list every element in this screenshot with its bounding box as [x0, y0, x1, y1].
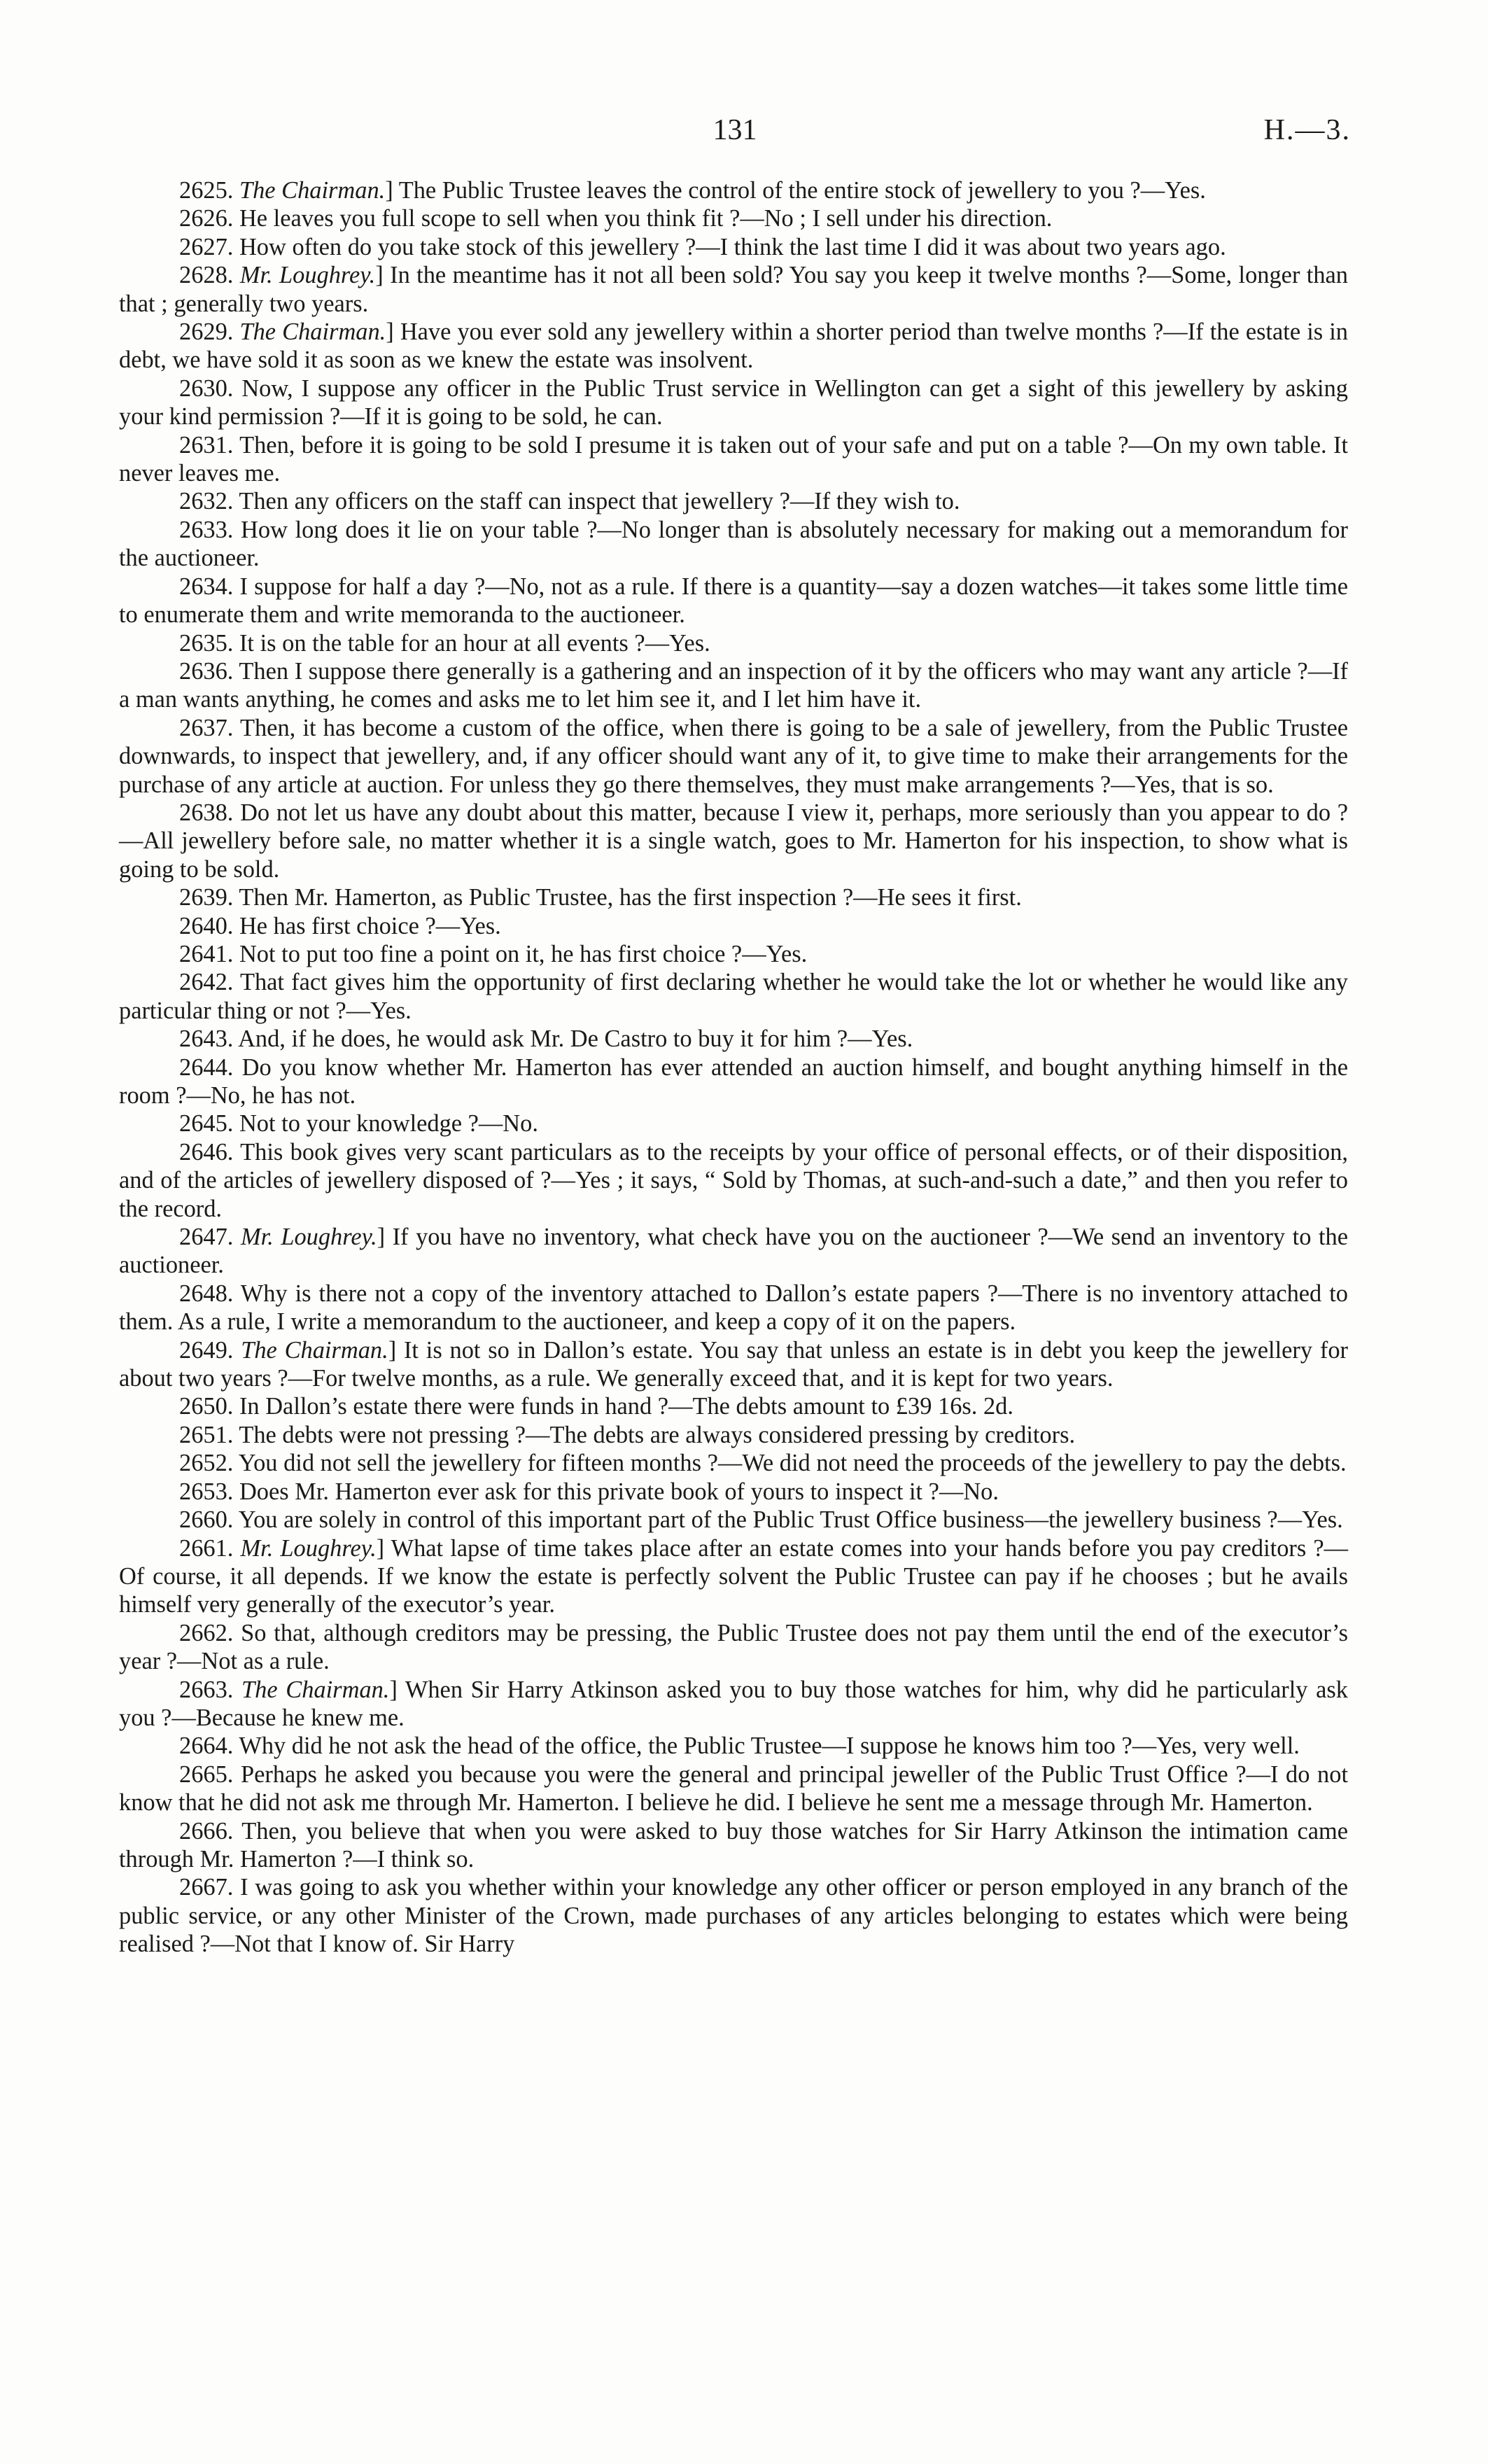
paragraph-2641: 2641. Not to put too fine a point on it, he has first choice ?—Yes.	[179, 940, 808, 967]
speaker-label: The Chairman.	[241, 1336, 388, 1364]
paragraph-2640: 2640. He has first choice ?—Yes.	[179, 912, 501, 939]
paragraph-2662: 2662. So that, although creditors may be pressing, the Public Trustee does not pay them until the end of the executor’s year ?—Not as a rule.	[119, 1619, 1348, 1675]
paragraph-2639: 2639. Then Mr. Hamerton, as Public Trustee, has the first inspection ?—He sees it first.	[179, 884, 1022, 911]
paragraph-2636: 2636. Then I suppose there generally is a gathering and an inspection of it by the officers who may want any article ?—If a man wants anything, he comes and asks me to let him see it, and I let him have it.	[119, 657, 1348, 713]
page-number: 131	[713, 114, 757, 146]
paragraph-2667: 2667. I was going to ask you whether within your knowledge any other officer or person employed in any branch of the public service, or any other Minister of the Crown, made purchases of any articles belonging to estates which were being realised ?—Not that I know of. Sir Harry	[119, 1874, 1348, 1958]
paragraph-2626: 2626. He leaves you full scope to sell when you think fit ?—No ; I sell under his direction.	[179, 205, 1053, 232]
paragraph-2652: 2652. You did not sell the jewellery for fifteen months ?—We did not need the proceeds of the jewellery to pay the debts.	[179, 1450, 1347, 1477]
paragraph-2665: 2665. Perhaps he asked you because you were the general and principal jeweller of the Public Trust Office ?—I do not know that he did not ask me through Mr. Hamerton. I believe he did. I believe he sent me a message through Mr. Hamerton.	[119, 1760, 1348, 1816]
paragraph-2651: 2651. The debts were not pressing ?—The debts are always considered pressing by creditors.	[179, 1421, 1076, 1448]
paragraph-2629: 2629. The Chairman.] Have you ever sold any jewellery within a shorter period than twelve months ?—If the estate is in debt, we have sold it as soon as we knew the estate was insolvent.	[119, 318, 1348, 374]
paragraph-2644: 2644. Do you know whether Mr. Hamerton has ever attended an auction himself, and bought anything himself in the room ?—No, he has not.	[119, 1054, 1348, 1109]
document-reference: H.—3.	[1263, 114, 1351, 146]
paragraph-2664: 2664. Why did he not ask the head of the office, the Public Trustee—I suppose he knows him too ?—Yes, very well.	[179, 1732, 1300, 1760]
paragraph-2645: 2645. Not to your knowledge ?—No.	[179, 1110, 538, 1138]
paragraph-2628: 2628. Mr. Loughrey.] In the meantime has it not all been sold? You say you keep it twelve months ?—Some, longer than that ; generally two years.	[119, 262, 1349, 317]
paragraph-2663: 2663. The Chairman.] When Sir Harry Atkinson asked you to buy those watches for him, why did he particularly ask you ?—Because he knew me.	[119, 1676, 1349, 1731]
paragraph-2647: 2647. Mr. Loughrey.] If you have no inventory, what check have you on the auctioneer ?—We send an inventory to the auctioneer.	[119, 1224, 1349, 1279]
paragraph-2646: 2646. This book gives very scant particulars as to the receipts by your office of personal effects, or of their disposition, and of the articles of jewellery disposed of ?—Yes ; it says, “ Sold by Thomas, at such-and-such a date,” and then you refer to the record.	[119, 1138, 1348, 1222]
paragraph-2649: 2649. The Chairman.] It is not so in Dallon’s estate. You say that unless an estate is in debt you keep the jewellery for about two years ?—For twelve months, as a rule. We generally exceed that, and it is kept for two years.	[119, 1336, 1348, 1392]
speaker-label: The Chairman.	[241, 1676, 390, 1703]
evidence-transcript	[119, 176, 1348, 1959]
speaker-label: Mr. Loughrey.	[240, 1224, 377, 1251]
paragraph-2666: 2666. Then, you believe that when you were asked to buy those watches for Sir Harry Atkinson the intimation came through Mr. Hamerton ?—I think so.	[119, 1817, 1348, 1872]
paragraph-2661: 2661. Mr. Loughrey.] What lapse of time takes place after an estate comes into your hands before you pay creditors ?—Of course, it all depends. If we know the estate is perfectly solvent the Public Trustee can pay if he chooses ; but he avails himself very generally of the executor’s year.	[119, 1534, 1348, 1618]
speaker-label: Mr. Loughrey.	[239, 262, 376, 289]
speaker-label: The Chairman.	[239, 177, 386, 204]
paragraph-2643: 2643. And, if he does, he would ask Mr. De Castro to buy it for him ?—Yes.	[179, 1026, 913, 1053]
paragraph-2633: 2633. How long does it lie on your table ?—No longer than is absolutely necessary for making out a memorandum for the auctioneer.	[119, 516, 1348, 572]
paragraph-2638: 2638. Do not let us have any doubt about this matter, because I view it, perhaps, more seriously than you appear to do ?—All jewellery before sale, no matter whether it is a single watch, goes to Mr. Hamerton for his inspection, to show what is going to be sold.	[119, 799, 1348, 883]
paragraph-2630: 2630. Now, I suppose any officer in the Public Trust service in Wellington can get a sight of this jewellery by asking your kind permission ?—If it is going to be sold, he can.	[119, 374, 1348, 430]
paragraph-2637: 2637. Then, it has become a custom of the office, when there is going to be a sale of jewellery, from the Public Trustee downwards, to inspect that jewellery, and, if any officer should want any of it, to give time to make their arrangements for the purchase of any article at auction. For unless they go there themselves, they must make arrangements ?—Yes, that is so.	[119, 714, 1348, 798]
paragraph-2625: 2625. The Chairman.] The Public Trustee leaves the control of the entire stock of jewellery to you ?—Yes.	[179, 177, 1206, 204]
paragraph-2653: 2653. Does Mr. Hamerton ever ask for this private book of yours to inspect it ?—No.	[179, 1478, 999, 1505]
paragraph-2631: 2631. Then, before it is going to be sold I presume it is taken out of your safe and put on a table ?—On my own table. It never leaves me.	[119, 431, 1348, 487]
speaker-label: The Chairman.	[239, 318, 386, 346]
paragraph-2650: 2650. In Dallon’s estate there were funds in hand ?—The debts amount to £39 16s. 2d.	[179, 1393, 1013, 1420]
speaker-label: Mr. Loughrey.	[240, 1534, 377, 1562]
paragraph-2634: 2634. I suppose for half a day ?—No, not as a rule. If there is a quantity—say a dozen watches—it takes some little time to enumerate them and write memoranda to the auctioneer.	[119, 573, 1348, 629]
paragraph-2635: 2635. It is on the table for an hour at all events ?—Yes.	[179, 629, 710, 657]
paragraph-2642: 2642. That fact gives him the opportunity of first declaring whether he would take the lot or whether he would like any particular thing or not ?—Yes.	[119, 969, 1348, 1024]
paragraph-2632: 2632. Then any officers on the staff can inspect that jewellery ?—If they wish to.	[179, 488, 960, 515]
paragraph-2648: 2648. Why is there not a copy of the inventory attached to Dallon’s estate papers ?—There is no inventory attached to them. As a rule, I write a memorandum to the auctioneer, and keep a copy of it on the papers.	[119, 1280, 1348, 1336]
paragraph-2660: 2660. You are solely in control of this important part of the Public Trust Office business—the jewellery business ?—Yes.	[179, 1506, 1343, 1534]
page-header	[119, 105, 1351, 154]
paragraph-2627: 2627. How often do you take stock of this jewellery ?—I think the last time I did it was about two years ago.	[179, 233, 1226, 260]
